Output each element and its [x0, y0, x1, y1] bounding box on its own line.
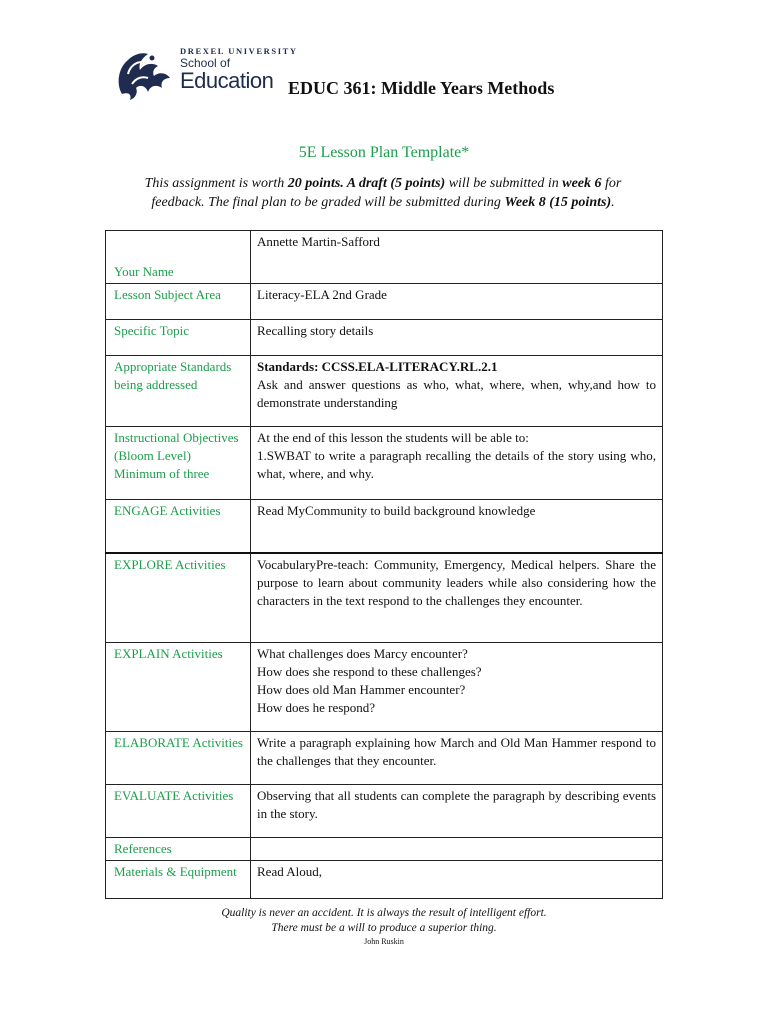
row-label: ENGAGE Activities [106, 500, 251, 554]
row-label: Your Name [106, 231, 251, 284]
university-name: DREXEL UNIVERSITY [180, 46, 298, 56]
page-header [112, 44, 672, 108]
row-label: EXPLAIN Activities [106, 643, 251, 732]
row-label: References [106, 838, 251, 861]
assignment-text-2: will be submitted in [445, 176, 563, 191]
table-row [106, 427, 663, 500]
row-value: At the end of this lesson the students will be able to: 1.SWBAT to write a paragraph recalling the details of the story using who, what, where, and why. [251, 427, 663, 500]
standard-code: Standards: CCSS.ELA-LITERACY.RL.2.1 [257, 359, 498, 374]
row-value: What challenges does Marcy encounter? How does she respond to these challenges? How does old Man Hammer encounter? How does he respond? [251, 643, 663, 732]
table-row [106, 838, 663, 861]
row-value: Recalling story details [251, 320, 663, 356]
row-value: VocabularyPre-teach: Community, Emergency, Medical helpers. Share the purpose to learn about community leaders while also considering how the characters in the text respond to the challenges they encounter. [251, 553, 663, 643]
table-row [106, 785, 663, 838]
row-value: Literacy-ELA 2nd Grade [251, 284, 663, 320]
school-of-label: School of [180, 56, 231, 70]
table-row [106, 500, 663, 554]
row-label: EVALUATE Activities [106, 785, 251, 838]
table-row [106, 643, 663, 732]
row-label: Lesson Subject Area [106, 284, 251, 320]
assignment-text-4: . [611, 195, 615, 210]
table-row [106, 861, 663, 899]
table-row [106, 320, 663, 356]
table-row [106, 732, 663, 785]
table-row [106, 356, 663, 427]
quote-author: John Ruskin [364, 937, 404, 946]
assignment-points: 20 points. A draft (5 points) [287, 176, 446, 191]
row-label: EXPLORE Activities [106, 553, 251, 643]
table-row [106, 553, 663, 643]
row-label: Specific Topic [106, 320, 251, 356]
assignment-text-3: for feedback. The final plan to be graded will be submitted during [151, 176, 622, 210]
row-label: Materials & Equipment [106, 861, 251, 899]
school-logo-text [180, 46, 298, 92]
row-value [251, 838, 663, 861]
footer-quote [0, 906, 768, 936]
row-value: Read Aloud, [251, 861, 663, 899]
assignment-description [118, 174, 648, 212]
row-value: Write a paragraph explaining how March and Old Man Hammer respond to the challenges that they encounter. [251, 732, 663, 785]
course-title: EDUC 361: Middle Years Methods [288, 78, 555, 98]
quote-line-2: There must be a will to produce a superior thing. [271, 922, 497, 934]
row-value: Read MyCommunity to build background knowledge [251, 500, 663, 554]
row-label: Instructional Objectives (Bloom Level) Minimum of three [106, 427, 251, 500]
row-label: ELABORATE Activities [106, 732, 251, 785]
table-row [106, 284, 663, 320]
template-title: 5E Lesson Plan Template* [298, 144, 470, 161]
row-value: Annette Martin-Safford [251, 231, 663, 284]
assignment-text-1: This assignment is worth [144, 176, 288, 191]
table-row [106, 231, 663, 284]
row-value: Standards: CCSS.ELA-LITERACY.RL.2.1 Ask and answer questions as who, what, where, when, why,and how to demonstrate understanding [251, 356, 663, 427]
row-label: Appropriate Standards being addressed [106, 356, 251, 427]
assignment-draft-week: week 6 [562, 176, 602, 191]
quote-line-1: Quality is never an accident. It is always the result of intelligent effort. [221, 907, 547, 919]
education-label: Education [180, 68, 274, 93]
drexel-dragon-logo-icon [112, 44, 176, 104]
row-value: Observing that all students can complete the paragraph by describing events in the story. [251, 785, 663, 838]
lesson-plan-table [105, 230, 663, 899]
assignment-final-week: Week 8 (15 points) [504, 195, 612, 210]
